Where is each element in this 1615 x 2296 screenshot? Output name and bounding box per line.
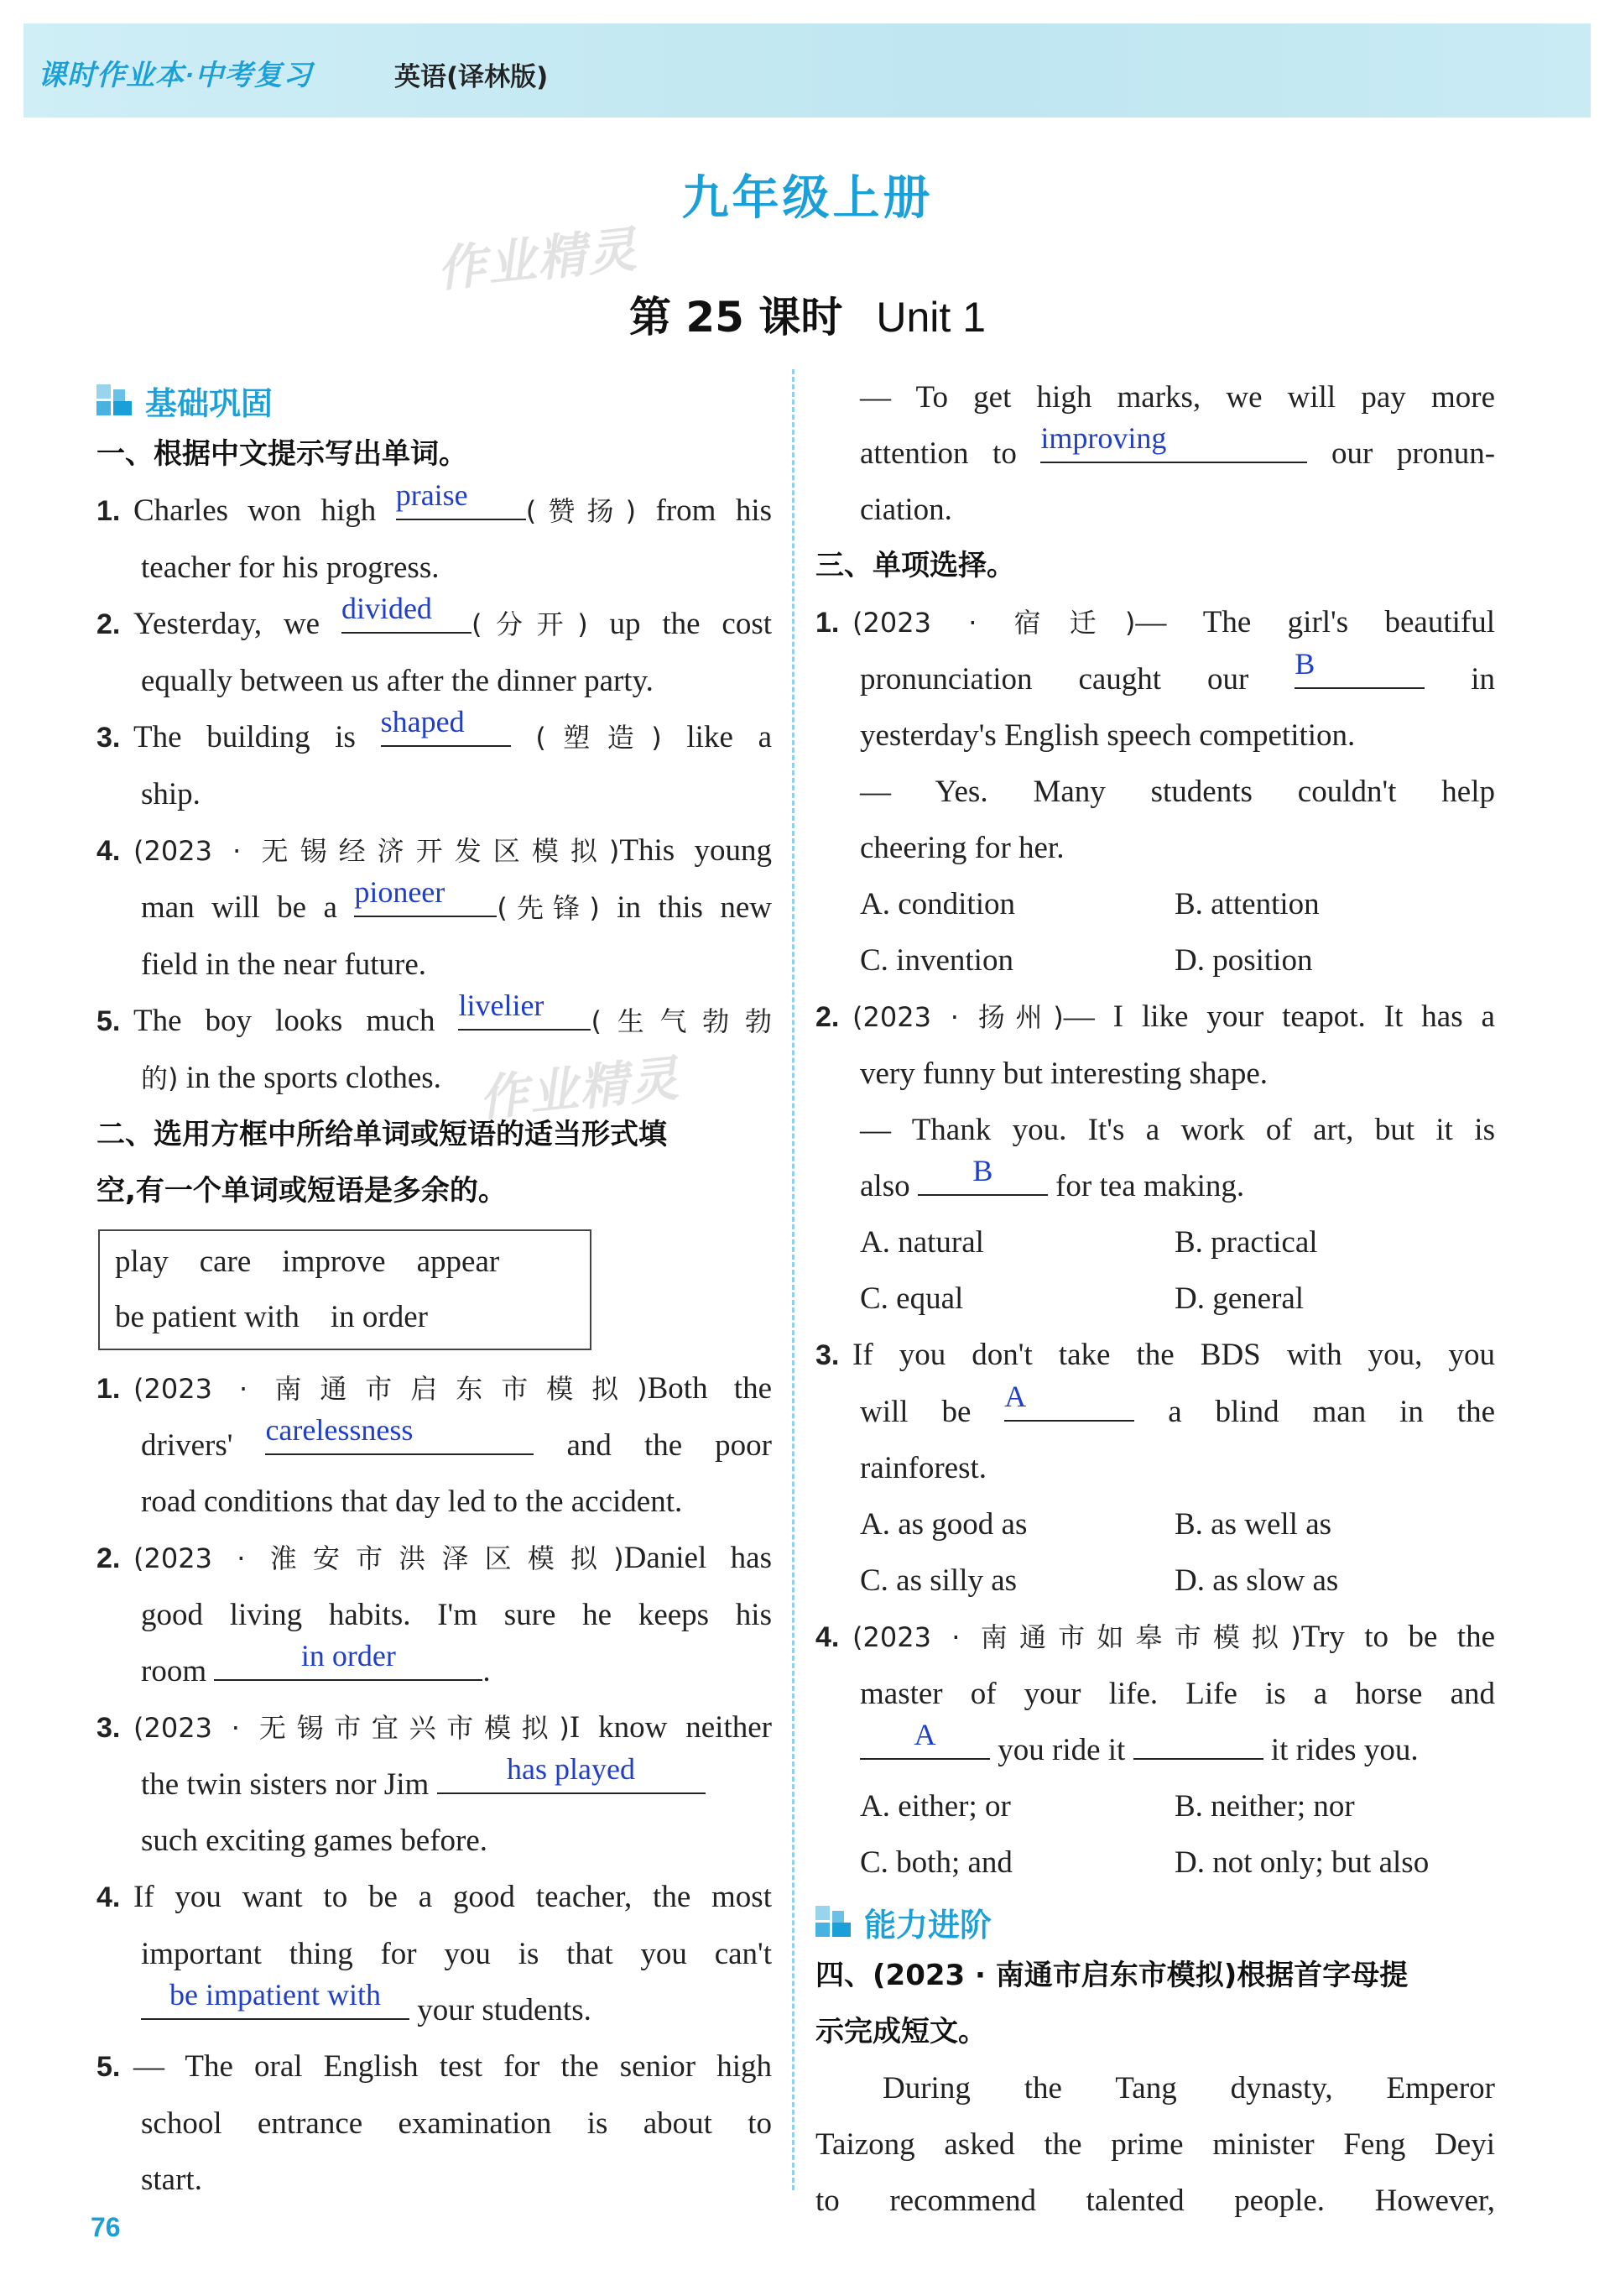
option-c[interactable]: C. equal xyxy=(860,1281,964,1316)
answer-blank[interactable]: in order xyxy=(214,1644,482,1681)
part-two-instruction-cont: 空,有一个单词或短语是多余的。 xyxy=(96,1174,507,1208)
question-1: 1. (2023 · 南通市启东市模拟)Both the xyxy=(96,1371,772,1406)
word-box xyxy=(98,1229,591,1350)
option-d[interactable]: D. general xyxy=(1175,1281,1305,1316)
part-three-instruction: 三、单项选择。 xyxy=(815,549,1015,582)
options-row xyxy=(815,1834,1495,1891)
question-text: start. xyxy=(141,2163,202,2197)
option-c[interactable]: C. invention xyxy=(860,943,1013,978)
question-text: good living habits. I'm sure he keeps his xyxy=(141,1598,772,1632)
question-text: 的) in the sports clothes. xyxy=(141,1061,441,1095)
subject-label: 英语(译林版) xyxy=(394,62,549,92)
part-two-instruction: 二、选用方框中所给单词或短语的适当形式填 xyxy=(96,1118,667,1151)
option-a[interactable]: A. condition xyxy=(860,887,1015,921)
question-text: teacher for his progress. xyxy=(141,551,440,585)
choice-question-4: 4. (2023 · 南通市如皋市模拟)Try to be the xyxy=(815,1620,1495,1654)
option-b[interactable]: B. as well as xyxy=(1175,1507,1332,1542)
section-squares-icon xyxy=(815,1906,854,1938)
question-text: attention to improving our pronun- xyxy=(860,421,1496,471)
answer-blank[interactable] xyxy=(1133,1723,1263,1760)
options-row xyxy=(815,876,1495,932)
option-b[interactable]: B. attention xyxy=(1175,887,1320,921)
answer-blank[interactable]: divided xyxy=(341,597,471,634)
page-number: 76 xyxy=(91,2212,121,2242)
choice-question-3: 3. If you don't take the BDS with you, you xyxy=(815,1338,1495,1372)
option-b[interactable]: B. practical xyxy=(1175,1225,1318,1260)
option-a[interactable]: A. as good as xyxy=(860,1507,1028,1542)
question-text: important thing for you is that you can't xyxy=(141,1937,772,1971)
watermark: 作业精灵 xyxy=(434,220,641,299)
part-one-instruction: 一、根据中文提示写出单词。 xyxy=(96,437,467,471)
option-d[interactable]: D. position xyxy=(1175,943,1313,978)
answer-blank[interactable]: praise xyxy=(396,483,526,520)
question-text: — To get high marks, we will pay more xyxy=(860,380,1495,415)
answer-blank[interactable]: improving xyxy=(1040,426,1307,463)
question-4: 4. (2023 · 无锡经济开发区模拟)This young xyxy=(96,833,772,868)
option-d[interactable]: D. not only; but also xyxy=(1175,1845,1430,1880)
options-row xyxy=(815,932,1495,989)
option-a[interactable]: A. either; or xyxy=(860,1789,1011,1824)
word-box-row: be patient with in order xyxy=(115,1300,428,1334)
question-text: — Thank you. It's a work of art, but it is xyxy=(860,1113,1495,1147)
option-d[interactable]: D. as slow as xyxy=(1175,1563,1339,1598)
answer-blank[interactable]: livelier xyxy=(458,994,591,1031)
question-text: master of your life. Life is a horse and xyxy=(860,1677,1495,1711)
column-divider xyxy=(792,369,794,2190)
option-c[interactable]: C. both; and xyxy=(860,1845,1013,1880)
answer-blank[interactable]: B xyxy=(918,1159,1048,1196)
choice-question-2: 2. (2023 · 扬州)— I like your teapot. It has a xyxy=(815,999,1495,1034)
left-column xyxy=(96,369,772,2208)
question-text: equally between us after the dinner party. xyxy=(141,664,654,698)
question-text: be impatient with your students. xyxy=(96,1982,772,2038)
right-column xyxy=(815,369,1495,2229)
page-title: 九年级上册 xyxy=(681,170,934,226)
section-heading-basic: 基础巩固 xyxy=(96,374,772,426)
options-row xyxy=(815,1214,1495,1271)
options-row xyxy=(815,1271,1495,1327)
question-4: 4. If you want to be a good teacher, the most xyxy=(96,1880,772,1914)
question-2: 2. Yesterday, we divided (分开) up the cost xyxy=(96,592,773,641)
section-squares-icon xyxy=(96,384,135,416)
answer-blank[interactable]: A xyxy=(1004,1385,1134,1422)
question-text: — Yes. Many students couldn't help xyxy=(860,775,1495,809)
question-text: will be A a blind man in the xyxy=(860,1380,1495,1429)
question-5: 5. — The oral English test for the senior high xyxy=(96,2049,772,2084)
question-3: 3. The building is shaped (塑造) like a xyxy=(96,705,772,754)
part-four-instruction: 四、(2023 · 南通市启东市模拟)根据首字母提 xyxy=(815,1959,1409,1992)
question-text: A you ride it it rides you. xyxy=(815,1722,1495,1778)
question-text: room in order . xyxy=(141,1639,491,1688)
question-text: road conditions that day led to the accident. xyxy=(141,1485,683,1519)
answer-blank[interactable]: A xyxy=(860,1723,990,1760)
passage-text: Taizong asked the prime minister Feng Deyi xyxy=(815,2127,1495,2162)
passage-text: to recommend talented people. However, xyxy=(815,2184,1495,2218)
question-text: also B for tea making. xyxy=(860,1154,1245,1203)
answer-blank[interactable]: carelessness xyxy=(265,1418,534,1455)
brand-logo: 课时作业本·中考复习 xyxy=(38,60,313,91)
question-text: pronunciation caught our B in xyxy=(860,647,1496,697)
option-b[interactable]: B. neither; nor xyxy=(1175,1789,1355,1824)
question-text: school entrance examination is about to xyxy=(141,2106,772,2141)
option-c[interactable]: C. as silly as xyxy=(860,1563,1018,1598)
word-box-row: play care improve appear xyxy=(115,1245,500,1279)
question-text: ciation. xyxy=(860,493,952,527)
options-row xyxy=(815,1778,1495,1834)
question-text: man will be a pioneer (先锋) in this new xyxy=(141,875,772,925)
options-row xyxy=(815,1496,1495,1552)
answer-blank[interactable]: shaped xyxy=(381,710,511,747)
question-text: such exciting games before. xyxy=(141,1824,488,1858)
part-four-instruction-cont: 示完成短文。 xyxy=(815,2015,987,2048)
lesson-heading: 第 25 课时 Unit 1 xyxy=(628,293,987,342)
question-1: 1. Charles won high praise (赞扬) from his xyxy=(96,478,772,528)
question-text: drivers' carelessness and the poor xyxy=(141,1413,772,1463)
choice-question-1: 1. (2023 · 宿迁)— The girl's beautiful xyxy=(815,605,1495,639)
question-text: cheering for her. xyxy=(860,831,1065,865)
answer-blank[interactable]: pioneer xyxy=(354,880,497,917)
answer-blank[interactable]: has played xyxy=(437,1757,706,1794)
option-a[interactable]: A. natural xyxy=(860,1225,984,1260)
options-row xyxy=(815,1552,1495,1609)
question-5: 5. The boy looks much livelier (生气勃勃 xyxy=(96,989,773,1038)
passage-text: During the Tang dynasty, Emperor xyxy=(883,2071,1495,2106)
section-heading-advanced: 能力进阶 xyxy=(815,1896,1495,1948)
question-text: very funny but interesting shape. xyxy=(860,1057,1269,1091)
answer-blank[interactable]: be impatient with xyxy=(141,1983,409,2020)
answer-blank[interactable]: B xyxy=(1295,652,1425,689)
question-text: yesterday's English speech competition. xyxy=(860,718,1356,753)
question-text: the twin sisters nor Jim has played xyxy=(96,1756,772,1813)
question-text: field in the near future. xyxy=(141,947,427,982)
question-2: 2. (2023 · 淮安市洪泽区模拟)Daniel has xyxy=(96,1541,772,1575)
question-text: ship. xyxy=(141,777,201,811)
watermark: 作业精灵 xyxy=(476,1049,683,1128)
question-text: rainforest. xyxy=(860,1451,987,1485)
question-3: 3. (2023 · 无锡市宜兴市模拟)I know neither xyxy=(96,1710,772,1745)
